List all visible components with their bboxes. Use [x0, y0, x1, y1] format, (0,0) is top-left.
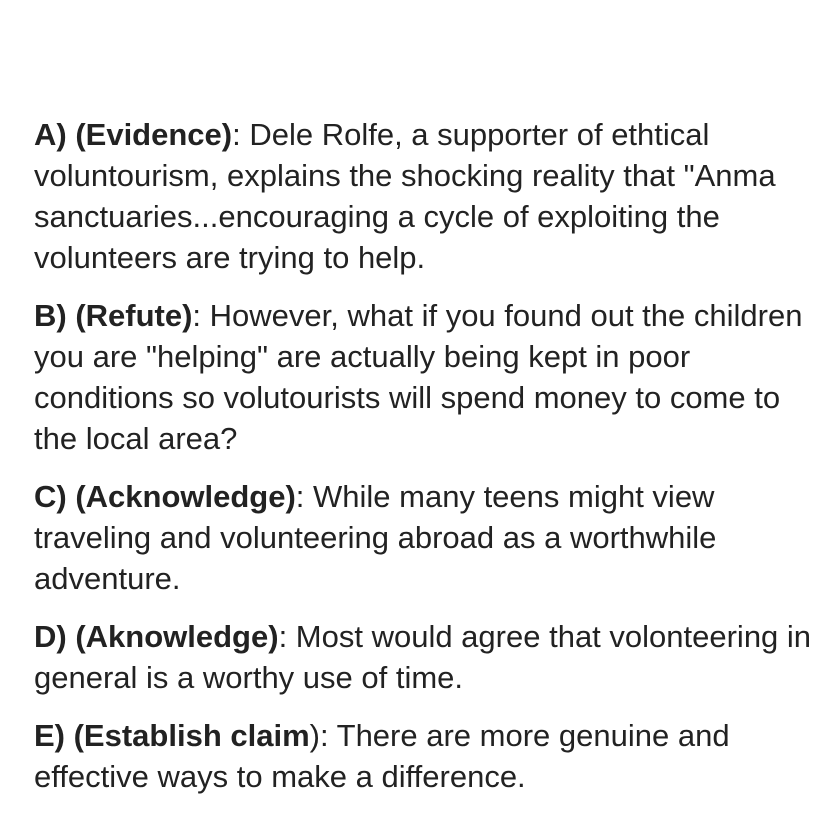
- option-b-label: B) (Refute): [34, 298, 193, 333]
- option-a: [34, 114, 824, 278]
- option-b-text: : However, what if you found out the children you are "helping" are actually being kept in poor conditions so volutourists will spend money to come to the local area?: [34, 298, 803, 456]
- option-e: [34, 715, 824, 797]
- option-d: [34, 616, 824, 698]
- option-d-text: : Most would agree that volonteering in general is a worthy use of time.: [34, 619, 812, 695]
- option-e-text: : There are more genuine and effective ways to make a difference.: [34, 718, 730, 794]
- option-b: [34, 295, 824, 459]
- option-e-label-suffix: ): [309, 718, 320, 753]
- option-a-label: A) (Evidence): [34, 117, 233, 152]
- option-c-label: C) (Acknowledge): [34, 479, 296, 514]
- option-d-label: D) (Aknowledge): [34, 619, 279, 654]
- option-a-text: : Dele Rolfe, a supporter of ethtical voluntourism, explains the shocking reality that "Anma sanctuaries...encouraging a cycle of exploiting the volunteers are trying to help.: [34, 117, 776, 275]
- option-c: [34, 476, 824, 599]
- answer-options-list: [34, 114, 824, 814]
- option-e-label: E) (Establish claim: [34, 718, 310, 753]
- option-c-text: : While many teens might view traveling and volunteering abroad as a worthwhile adventure.: [34, 479, 717, 596]
